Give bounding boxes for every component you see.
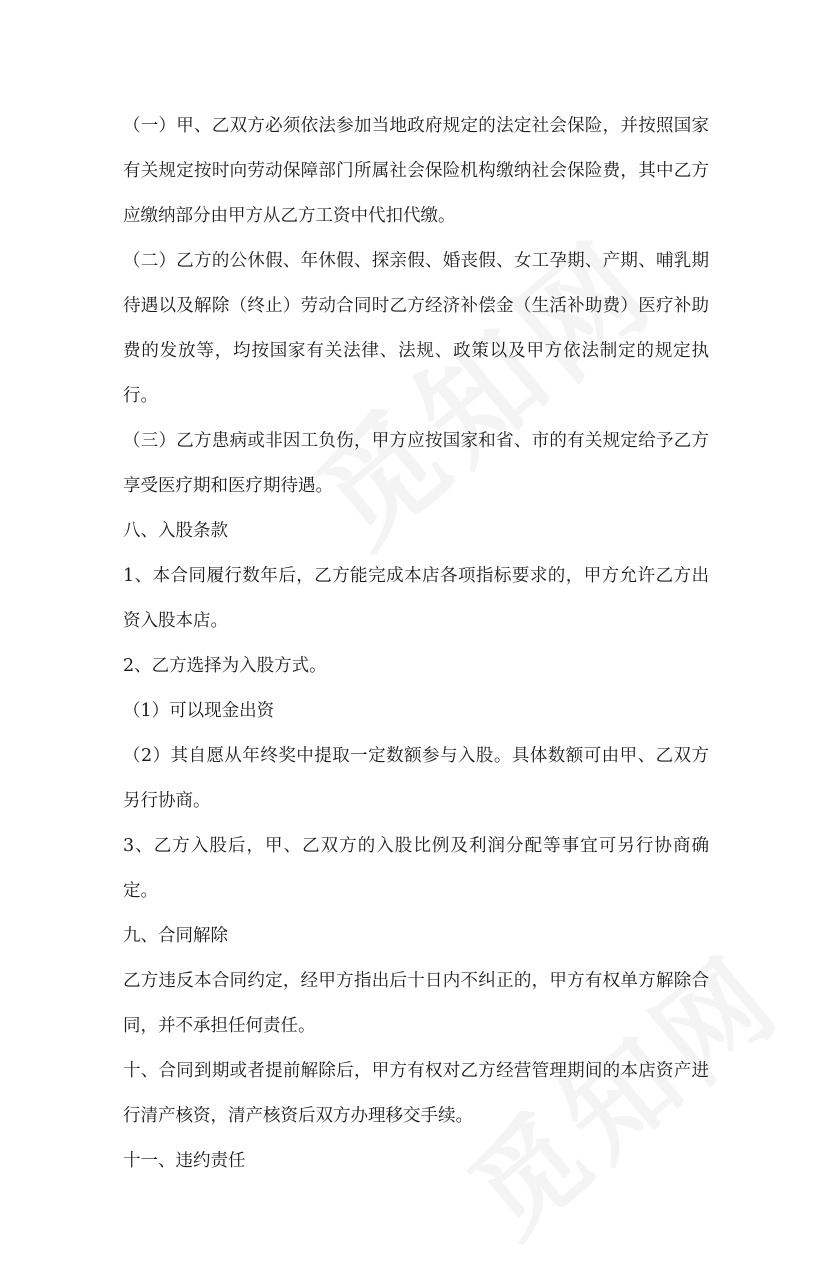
paragraph-share-clause-2: 2、乙方选择为入股方式。 bbox=[123, 656, 327, 676]
paragraph-asset-handover: 十、合同到期或者提前解除后，甲方有权对乙方经营管理期间的本店资产进行清产核资，清产核资后双方办理移交手续。 bbox=[123, 1061, 709, 1126]
paragraph-share-clause-1: 1、本合同履行数年后，乙方能完成本店各项指标要求的，甲方允许乙方出资入股本店。 bbox=[123, 566, 709, 631]
paragraph-social-insurance: （一）甲、乙双方必须依法参加当地政府规定的法定社会保险，并按照国家有关规定按时向劳动保障部门所属社会保险机构缴纳社会保险费，其中乙方应缴纳部分由甲方从乙方工资中代扣代缴。 bbox=[123, 116, 709, 226]
document-body bbox=[123, 104, 709, 1184]
paragraph-leave-benefits: （二）乙方的公休假、年休假、探亲假、婚丧假、女工孕期、产期、哺乳期待遇以及解除（终止）劳动合同时乙方经济补偿金（生活补助费）医疗补助费的发放等，均按国家有关法律、法规、政策以及甲方依法制定的规定执行。 bbox=[123, 251, 709, 406]
paragraph-share-option-2: （2）其自愿从年终奖中提取一定数额参与入股。具体数额可由甲、乙双方另行协商。 bbox=[123, 746, 709, 811]
paragraph-share-clause-3: 3、乙方入股后，甲、乙双方的入股比例及利润分配等事宜可另行协商确定。 bbox=[123, 836, 709, 901]
section-heading-shares: 八、入股条款 bbox=[123, 521, 228, 541]
section-heading-liability: 十一、违约责任 bbox=[123, 1151, 246, 1171]
paragraph-medical-period: （三）乙方患病或非因工负伤，甲方应按国家和省、市的有关规定给予乙方享受医疗期和医疗期待遇。 bbox=[123, 431, 709, 496]
paragraph-termination: 乙方违反本合同约定，经甲方指出后十日内不纠正的，甲方有权单方解除合同，并不承担任何责任。 bbox=[123, 971, 709, 1036]
section-heading-termination: 九、合同解除 bbox=[123, 926, 228, 946]
paragraph-share-option-1: （1）可以现金出资 bbox=[123, 701, 275, 721]
